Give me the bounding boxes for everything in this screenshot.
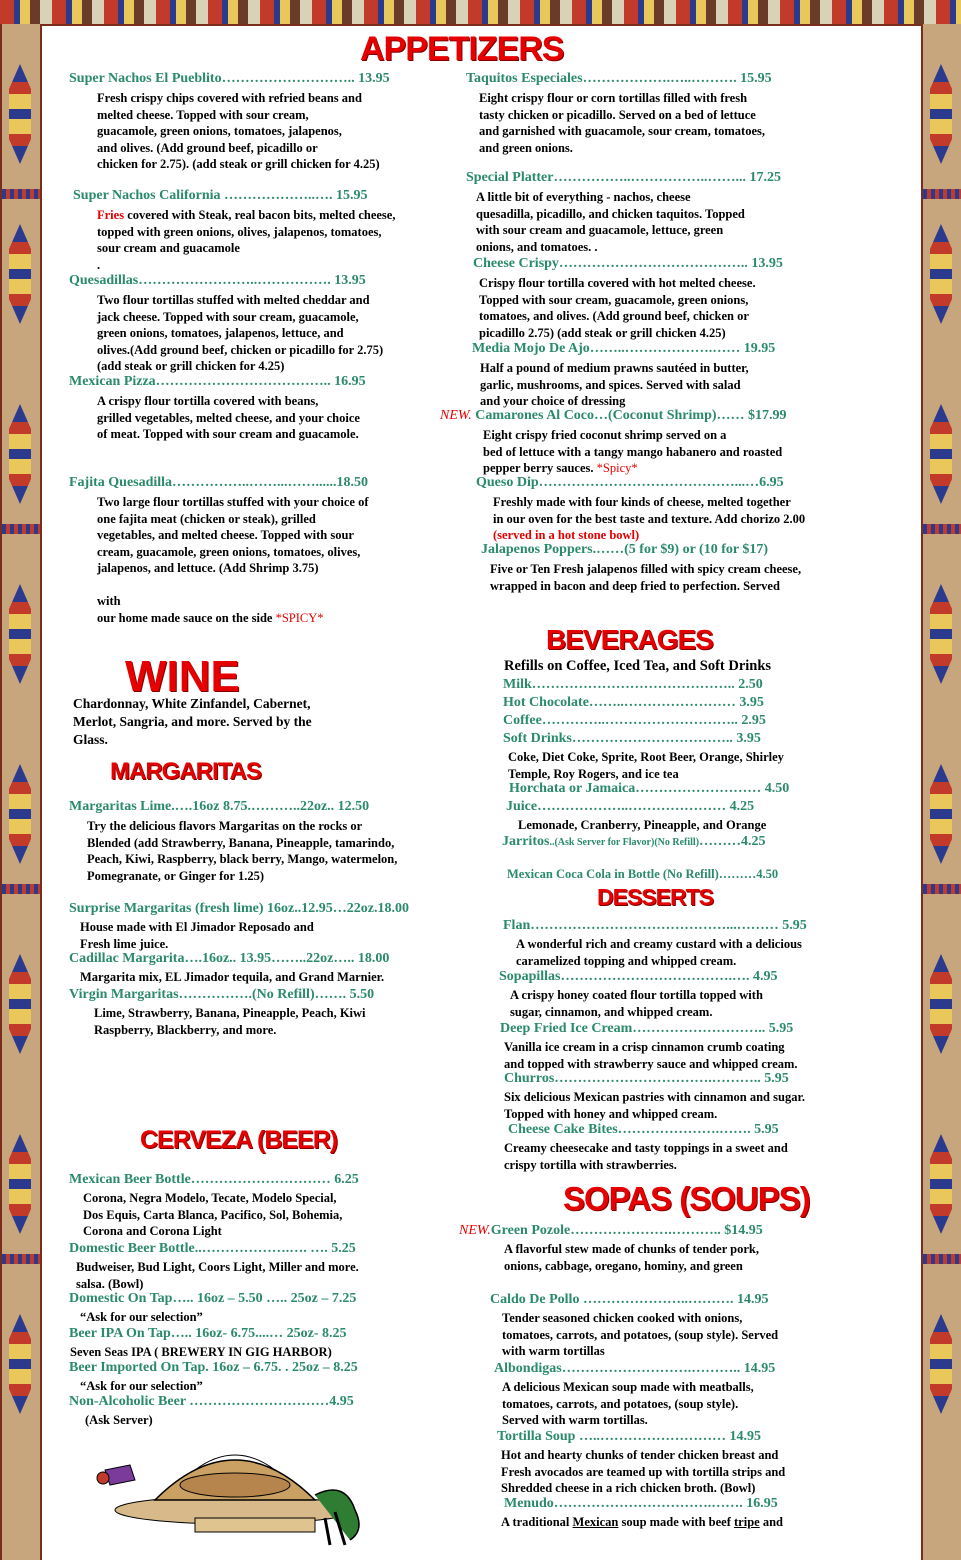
item-title: Mexican Beer Bottle………………………… 6.25	[69, 1172, 359, 1187]
item-description-text: Eight crispy fried coconut shrimp served on a bed of lettuce with a tangy mango habanero and roasted pepper berry sauces.	[483, 428, 783, 475]
item-title: Virgin Margaritas…………….(No Refill)……. 5.50	[69, 987, 375, 1002]
cerveza-heading: CERVEZA (BEER)	[140, 1126, 338, 1154]
menu-item-camarones-al-coco	[440, 408, 787, 477]
menu-item-deep-fried-ice-cream	[500, 1021, 798, 1072]
item-description: Two flour tortillas stuffed with melted cheddar and jack cheese. Topped with sour cream, guacamole, green onions, tomatoes, jalapenos, lettuce, and olives.(Add ground beef, chicken or picadillo for 2.75) (add steak or grill chicken for 4.25)	[97, 293, 384, 373]
item-description: Lemonade, Cranberry, Pineapple, and Orange	[518, 818, 767, 832]
border-stripe	[2, 524, 40, 534]
item-description	[493, 494, 805, 544]
item-title: Mexican Pizza……………………………….. 16.95	[69, 374, 366, 389]
menu-item-surprise-margaritas	[69, 901, 409, 952]
border-motif	[9, 64, 31, 164]
menu-item-quesadillas	[69, 273, 383, 375]
border-stripe	[2, 1254, 40, 1264]
item-title: Cadillac Margarita….16oz.. 13.95……..22oz….. 18.00	[69, 951, 390, 966]
menu-item-milk: Milk…………………………………….. 2.50	[503, 677, 763, 692]
left-border-decoration	[0, 24, 42, 1560]
menu-item-jalapenos-poppers	[481, 542, 801, 594]
border-stripe	[923, 884, 961, 894]
menu-item-virgin-margaritas	[69, 987, 374, 1038]
item-title: Cheese Crispy………………………………….. 13.95	[473, 256, 783, 271]
item-description: A delicious Mexican soup made with meatballs, tomatoes, carrots, and potatoes, (soup style). Served with warm tortillas.	[502, 1380, 754, 1427]
item-title-text: Jarritos	[502, 834, 550, 849]
item-title: Churros…………………………….……….. 5.95	[504, 1071, 789, 1086]
item-title: Albondigas……………………….……….. 14.95	[494, 1361, 776, 1376]
item-description: Vanilla ice cream in a crisp cinnamon crumb coating and topped with strawberry sauce and whipped cream.	[504, 1040, 798, 1071]
item-title: Sopapillas……………………………….…. 4.95	[499, 969, 778, 984]
menu-item-media-mojo-de-ajo	[472, 341, 775, 410]
item-description-text: Two large flour tortillas stuffed with your choice of one fajita meat (chicken or steak), grilled vegetables, and melted cheese. Topped with sour cream, guacamole, green onions, tomatoes, olives, jalapenos, and lettuce. (Add Shrimp 3.75) with our home made sauce on the side	[97, 495, 369, 625]
item-title: Quesadillas……………………..……………. 13.95	[69, 273, 366, 288]
item-title	[459, 1223, 763, 1239]
item-price: ………4.25	[699, 834, 766, 849]
item-description: A crispy honey coated flour tortilla topped with sugar, cinnamon, and whipped cream.	[510, 988, 763, 1019]
margaritas-heading: MARGARITAS	[110, 758, 261, 785]
border-stripe	[2, 189, 40, 199]
desserts-heading: DESSERTS	[597, 884, 713, 910]
border-motif	[9, 764, 31, 864]
menu-item-cheese-crispy	[473, 256, 783, 341]
item-title: Super Nachos El Pueblito……………………….. 13.95	[69, 71, 390, 86]
menu-item-coffee: Coffee…………..……………………….. 2.95	[503, 713, 766, 728]
item-description: Coke, Diet Coke, Sprite, Root Beer, Orange, Shirley Temple, Roy Rogers, and ice tea	[508, 750, 784, 781]
new-badge: NEW.	[440, 408, 472, 423]
item-description: Six delicious Mexican pastries with cinnamon and sugar. Topped with honey and whipped cream.	[504, 1090, 805, 1121]
border-motif	[9, 1314, 31, 1414]
item-title: Jalapenos Poppers.……(5 for $9) or (10 for $17)	[481, 542, 768, 557]
item-title: Soft Drinks…………………………….. 3.95	[503, 731, 761, 746]
border-motif	[930, 1314, 952, 1414]
item-description: “Ask for our selection”	[80, 1310, 203, 1324]
item-description: A wonderful rich and creamy custard with a delicious caramelized topping and whipped cream.	[516, 937, 802, 968]
border-motif	[930, 224, 952, 324]
item-title: Domestic Beer Bottle..……………….…. …. 5.25	[69, 1241, 356, 1256]
item-title: Non-Alcoholic Beer …………………………4.95	[69, 1394, 354, 1409]
refills-note: Refills on Coffee, Iced Tea, and Soft Drinks	[504, 658, 772, 674]
beverages-heading: BEVERAGES	[546, 624, 713, 655]
item-description: Fresh crispy chips covered with refried beans and melted cheese. Topped with sour cream, guacamole, green onions, tomatoes, jalapenos, and olives. (Add ground beef, picadillo or chicken for 2.75). (add steak or grill chicken for 4.25)	[97, 91, 380, 171]
menu-item-jarritos	[502, 834, 766, 850]
border-motif	[9, 1134, 31, 1234]
item-description: Tender seasoned chicken cooked with onions, tomatoes, carrots, and potatoes, (soup style). Served with warm tortillas	[502, 1311, 779, 1358]
sopas-heading: SOPAS (SOUPS)	[563, 1180, 810, 1217]
menu-item-tortilla-soup	[497, 1429, 785, 1497]
menu-item-caldo-de-pollo	[490, 1292, 778, 1360]
border-motif	[9, 224, 31, 324]
item-description-text: Freshly made with four kinds of cheese, melted together in our oven for the best taste and texture. Add chorizo 2.00	[493, 495, 806, 526]
item-description	[501, 1514, 783, 1531]
item-description: A little bit of everything - nachos, cheese quesadilla, picadillo, and chicken taquitos. Topped with sour cream and guacamole, lettuce, green onions, and tomatoes. .	[476, 190, 745, 254]
sombrero-illustration	[85, 1400, 385, 1550]
menu-item-churros	[504, 1071, 805, 1122]
item-title	[440, 408, 787, 424]
item-title: Flan……………………………………...……… 5.95	[503, 918, 807, 933]
item-description-text: covered with Steak, real bacon bits, melted cheese, topped with green onions, olives, jalapenos, tomatoes, sour cream and guacamole .	[97, 208, 396, 272]
menu-item-albondigas	[494, 1361, 775, 1429]
border-motif	[9, 954, 31, 1054]
menu-item-mexican-pizza	[69, 374, 366, 443]
menu-item-flan	[503, 918, 807, 969]
menu-item-beer-imported-on-tap	[69, 1360, 358, 1395]
item-title: Caldo De Pollo …………………..………. 14.95	[490, 1292, 769, 1307]
spicy-tag: *SPICY*	[272, 610, 324, 625]
item-title: Margaritas Lime.….16oz 8.75.………..22oz.. 12.50	[69, 799, 370, 814]
border-motif	[930, 954, 952, 1054]
menu-item-super-nachos-el-pueblito	[69, 71, 390, 173]
border-motif	[930, 404, 952, 504]
menu-item-fajita-quesadilla	[69, 475, 369, 626]
item-title-text: Camarones Al Coco…(Coconut Shrimp)…… $17.99	[471, 408, 787, 423]
desc-underlined: tripe	[734, 1515, 760, 1529]
item-title: Juice………………..………………… 4.25	[506, 799, 755, 814]
fries-highlight: Fries	[97, 208, 125, 222]
menu-item-soft-drinks	[503, 731, 784, 782]
item-description: A crispy flour tortilla covered with beans, grilled vegetables, melted cheese, and your choice of meat. Topped with sour cream and guacamole.	[97, 394, 360, 441]
item-title: Deep Fried Ice Cream……………………….. 5.95	[500, 1021, 794, 1036]
border-motif	[930, 584, 952, 684]
wine-heading: WINE	[125, 652, 240, 701]
menu-item-super-nachos-california	[73, 188, 395, 273]
jarritos-note: ..(Ask Server for Flavor)(No Refill)	[549, 837, 700, 848]
menu-item-mexican-coca-cola: Mexican Coca Cola in Bottle (No Refill)………4.50	[507, 867, 779, 881]
item-description: Budweiser, Bud Light, Coors Light, Miller and more. salsa. (Bowl)	[76, 1260, 359, 1291]
item-description: Hot and hearty chunks of tender chicken breast and Fresh avocados are teamed up with tortilla strips and Shredded cheese in a rich chicken broth. (Bowl)	[501, 1448, 786, 1495]
right-border-decoration	[921, 24, 961, 1560]
menu-item-beer-ipa-on-tap	[69, 1326, 347, 1361]
item-description: Try the delicious flavors Margaritas on the rocks or Blended (add Strawberry, Banana, Pineapple, tamarindo, Peach, Kiwi, Raspberry, black berry, Mango, watermelon, Pomegranate, or Ginger for 1.25)	[87, 819, 398, 883]
desc-part: and	[759, 1515, 783, 1529]
border-stripe	[2, 884, 40, 894]
menu-item-cheese-cake-bites	[504, 1122, 788, 1173]
menu-item-taquitos-especiales	[466, 71, 772, 156]
hot-stone-note: (served in a hot stone bowl)	[493, 528, 640, 542]
item-description	[97, 494, 369, 626]
desc-part: soup made with beef	[618, 1515, 735, 1529]
item-title: Fajita Quesadilla……………..……...……......18.50	[69, 475, 369, 490]
spicy-tag: *Spicy*	[593, 461, 638, 475]
item-title-text: Green Pozole………………….……….. $14.95	[490, 1223, 763, 1238]
border-stripe	[923, 189, 961, 199]
menu-item-hot-chocolate: Hot Chocolate……..…………………… 3.95	[503, 695, 764, 710]
item-description: Seven Seas IPA ( BREWERY IN GIG HARBOR)	[70, 1345, 332, 1359]
item-description: Five or Ten Fresh jalapenos filled with spicy cream cheese, wrapped in bacon and deep fried to perfection. Served	[490, 562, 802, 593]
menu-item-queso-dip	[476, 475, 805, 544]
item-title: Surprise Margaritas (fresh lime) 16oz..12.95…22oz.18.00	[69, 901, 409, 916]
item-description: Creamy cheesecake and tasty toppings in a sweet and crispy tortilla with strawberries.	[504, 1141, 788, 1172]
item-description: Lime, Strawberry, Banana, Pineapple, Peach, Kiwi Raspberry, Blackberry, and more.	[94, 1006, 366, 1037]
menu-item-sopapillas	[499, 969, 777, 1020]
item-description: House made with El Jimador Reposado and Fresh lime juice.	[80, 920, 314, 951]
item-description: Half a pound of medium prawns sautéed in butter, garlic, mushrooms, and spices. Served with salad and your choice of dressing	[480, 361, 749, 408]
new-badge: NEW.	[459, 1223, 491, 1238]
item-description: Crispy flour tortilla covered with hot melted cheese. Topped with sour cream, guacamole, green onions, tomatoes, and olives. (Add ground beef, chicken or picadillo 2.75) (add steak or grill chicken 4.25)	[479, 276, 756, 340]
border-motif	[930, 64, 952, 164]
border-motif	[9, 584, 31, 684]
desc-part: A traditional	[501, 1515, 573, 1529]
border-motif	[930, 764, 952, 864]
menu-item-horchata-jamaica: Horchata or Jamaica……………………… 4.50	[509, 781, 790, 796]
border-motif	[930, 1134, 952, 1234]
menu-item-domestic-on-tap	[69, 1291, 356, 1326]
item-title: Cheese Cake Bites………………….……. 5.95	[508, 1122, 779, 1137]
item-title: Tortilla Soup …..……………………… 14.95	[497, 1429, 761, 1444]
item-description: “Ask for our selection”	[80, 1379, 203, 1393]
menu-item-margaritas-lime	[69, 799, 397, 884]
border-stripe	[923, 524, 961, 534]
item-description: Corona, Negra Modelo, Tecate, Modelo Special, Dos Equis, Carta Blanca, Pacifico, Sol, Bohemia, Corona and Corona Light	[83, 1191, 343, 1238]
item-title: Menudo…………………………….……. 16.95	[504, 1496, 778, 1511]
item-title: Media Mojo De Ajo……..……………….…… 19.95	[472, 341, 776, 356]
item-description	[97, 207, 395, 273]
menu-item-green-pozole	[459, 1223, 763, 1274]
item-title: Special Platter……………..……………..……... 17.25	[466, 170, 781, 185]
wine-description: Chardonnay, White Zinfandel, Cabernet, Merlot, Sangria, and more. Served by the Glass.	[73, 696, 312, 747]
item-title: Queso Dip……………………………………...…6.95	[476, 475, 784, 490]
menu-item-menudo	[501, 1496, 783, 1531]
border-motif	[9, 404, 31, 504]
item-description: (Ask Server)	[85, 1413, 153, 1427]
item-description	[483, 427, 787, 477]
item-title: Super Nachos California ………………..…. 15.95	[73, 188, 368, 203]
menu-item-juice	[506, 799, 766, 834]
top-border-decoration	[0, 0, 961, 26]
item-title: Beer IPA On Tap….. 16oz- 6.75....… 25oz- 8.25	[69, 1326, 347, 1341]
item-description: Eight crispy flour or corn tortillas filled with fresh tasty chicken or picadillo. Served on a bed of lettuce and garnished with guacamole, sour cream, tomatoes, and green onions.	[479, 91, 765, 155]
menu-item-special-platter	[466, 170, 781, 255]
desc-underlined: Mexican	[572, 1515, 619, 1529]
menu-item-mexican-beer-bottle	[69, 1172, 359, 1240]
appetizers-heading: APPETIZERS	[360, 30, 564, 68]
border-stripe	[923, 1254, 961, 1264]
item-description: A flavorful stew made of chunks of tender pork, onions, cabbage, oregano, hominy, and green	[504, 1242, 759, 1273]
menu-item-cadillac-margarita	[69, 951, 389, 986]
item-description: Margarita mix, EL Jimador tequila, and Grand Marnier.	[80, 970, 385, 984]
menu-item-domestic-beer-bottle	[69, 1241, 359, 1292]
item-title: Beer Imported On Tap. 16oz – 6.75. . 25oz – 8.25	[69, 1360, 358, 1375]
item-title: Domestic On Tap….. 16oz – 5.50 ….. 25oz – 7.25	[69, 1291, 357, 1306]
item-title: Taquitos Especiales……………….…..………. 15.95	[466, 71, 772, 86]
